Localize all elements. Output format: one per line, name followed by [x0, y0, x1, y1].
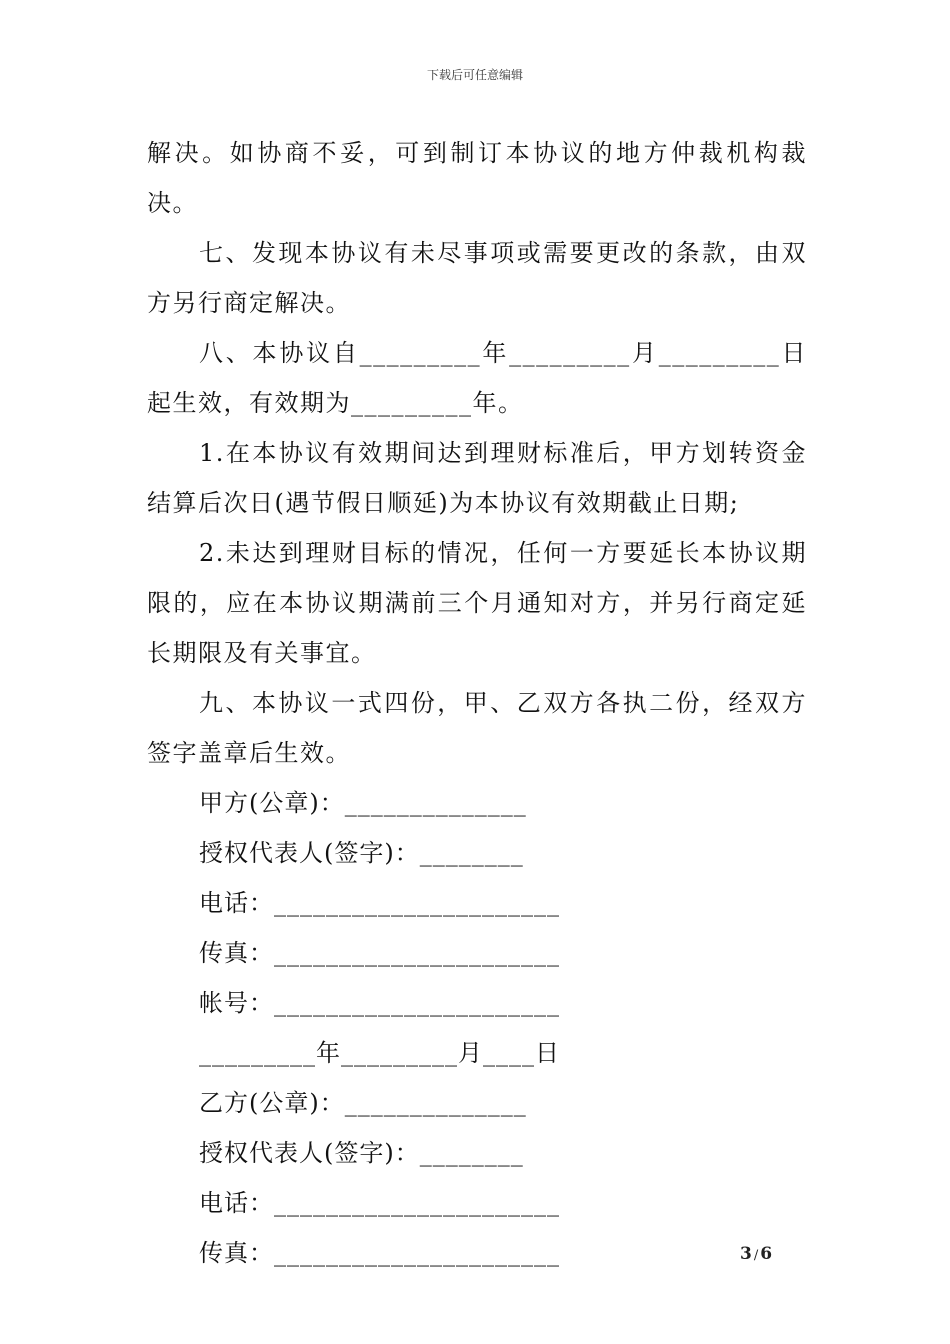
party-a-phone-line: 电话：______________________ [199, 889, 560, 917]
page-number [740, 1244, 772, 1264]
page-separator: / [753, 1248, 759, 1263]
signature-block [147, 778, 807, 1278]
party-a-seal-line: 甲方(公章)：______________ [199, 789, 527, 817]
paragraph-clause-8-1: 1.在本协议有效期间达到理财标准后，甲方划转资金结算后次日(遇节假日顺延)为本协议有效期截止日期; [147, 439, 807, 517]
party-a-account-line: 帐号：______________________ [199, 989, 560, 1017]
page-header-note: 下载后可任意编辑 [426, 68, 523, 82]
paragraph-clause-9: 九、本协议一式四份，甲、乙双方各执二份，经双方签字盖章后生效。 [147, 689, 807, 767]
party-a-fax-line: 传真：______________________ [199, 939, 560, 967]
party-b-fax-line: 传真：______________________ [199, 1239, 560, 1267]
current-page: 3 [740, 1244, 752, 1264]
party-a-representative-line: 授权代表人(签字)：________ [199, 839, 524, 867]
total-pages: 6 [760, 1244, 773, 1264]
paragraph-arbitration: 解决。如协商不妥，可到制订本协议的地方仲裁机构裁决。 [147, 139, 807, 217]
date-line: _________年_________月____日 [199, 1039, 560, 1067]
party-b-seal-line: 乙方(公章)：______________ [199, 1089, 527, 1117]
paragraph-clause-8-2: 2.未达到理财目标的情况，任何一方要延长本协议期限的，应在本协议期满前三个月通知对方，并另行商定延长期限及有关事宜。 [147, 539, 807, 667]
party-b-representative-line: 授权代表人(签字)：________ [199, 1139, 524, 1167]
paragraph-clause-8: 八、本协议自_________年_________月_________日起生效，有效期为_________年。 [147, 339, 807, 417]
document-body [147, 128, 807, 1278]
paragraph-clause-7: 七、发现本协议有未尽事项或需要更改的条款，由双方另行商定解决。 [147, 239, 807, 317]
party-b-phone-line: 电话：______________________ [199, 1189, 560, 1217]
